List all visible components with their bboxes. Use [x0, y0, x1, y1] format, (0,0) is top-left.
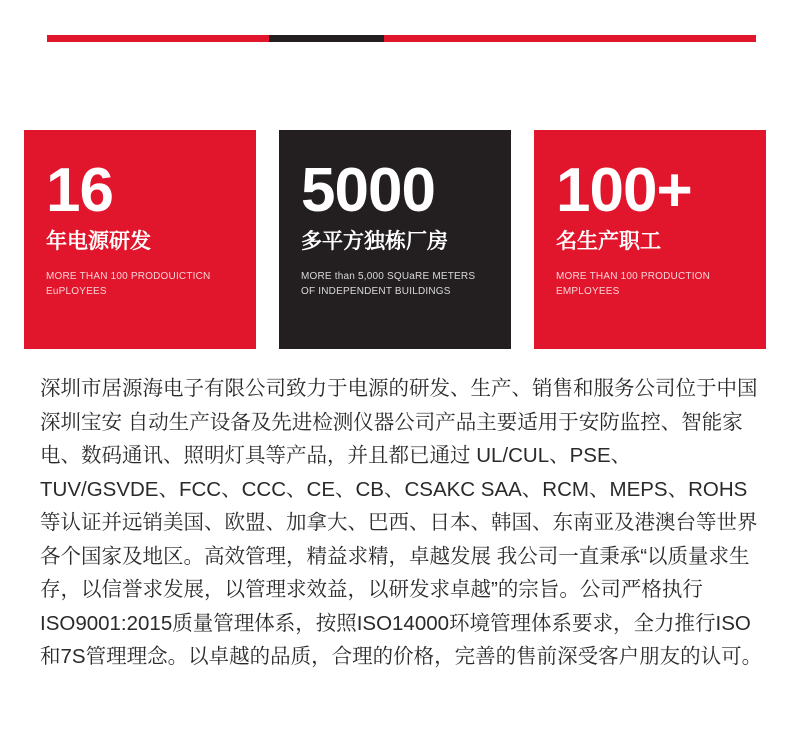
stat-subtitle-line-2: EMPLOYEES	[556, 285, 620, 297]
stat-number: 5000	[301, 156, 435, 225]
stat-subtitle-line-2: OF INDEPENDENT BUILDINGS	[301, 285, 451, 297]
stat-title: 名生产职工	[556, 230, 661, 254]
stat-number: 16	[46, 156, 113, 225]
stat-subtitle-line-1: MORE THAN 100 PRODOUICTICN	[46, 271, 211, 283]
stat-subtitle-line-1: MORE THAN 100 PRODUCTION	[556, 271, 711, 283]
stat-subtitle-line-2: EuPLOYEES	[46, 285, 107, 297]
stat-subtitle	[301, 270, 489, 299]
company-description-paragraph: 深圳市居源海电子有限公司致力于电源的研发、生产、销售和服务公司位于中国深圳宝安 自动生产设备及先进检测仪器公司产品主要适用于安防监控、智能家电、数码通讯、照明灯具等产品，并且都已通过 UL/CUL、PSE、TUV/GSVDE、FCC、CCC、CE、CB、CSAKC SAA、RCM、MEPS、ROHS等认证并远销美国、欧盟、加拿大、巴西、日本、韩国、东南亚及港澳台等世界各个国家及地区。高效管理，精益求精，卓越发展 我公司一直秉承“以质量求生存，以信誉求发展，以管理求效益，以研发求卓越”的宗旨。公司严格执行ISO9001:2015质量管理体系，按照ISO14000环境管理体系要求，全力推行ISO和7S管理理念。以卓越的品质，合理的价格，完善的售前深受客户朋友的认可。	[40, 377, 763, 668]
divider-segment-red-left	[47, 35, 269, 42]
stat-card-area	[279, 130, 511, 349]
top-divider-rule	[47, 35, 756, 42]
divider-segment-red-right	[384, 35, 756, 42]
stat-card-years	[24, 130, 256, 349]
stat-title: 年电源研发	[46, 230, 151, 254]
stat-subtitle-line-1: MORE than 5,000 SQUaRE METERS	[301, 271, 476, 283]
stat-subtitle	[46, 270, 234, 299]
stat-subtitle	[556, 270, 744, 299]
divider-segment-dark	[269, 35, 384, 42]
stat-card-group	[24, 130, 766, 349]
stat-number: 100+	[556, 156, 692, 225]
stat-card-employees	[534, 130, 766, 349]
stat-title: 多平方独栋厂房	[301, 230, 448, 254]
